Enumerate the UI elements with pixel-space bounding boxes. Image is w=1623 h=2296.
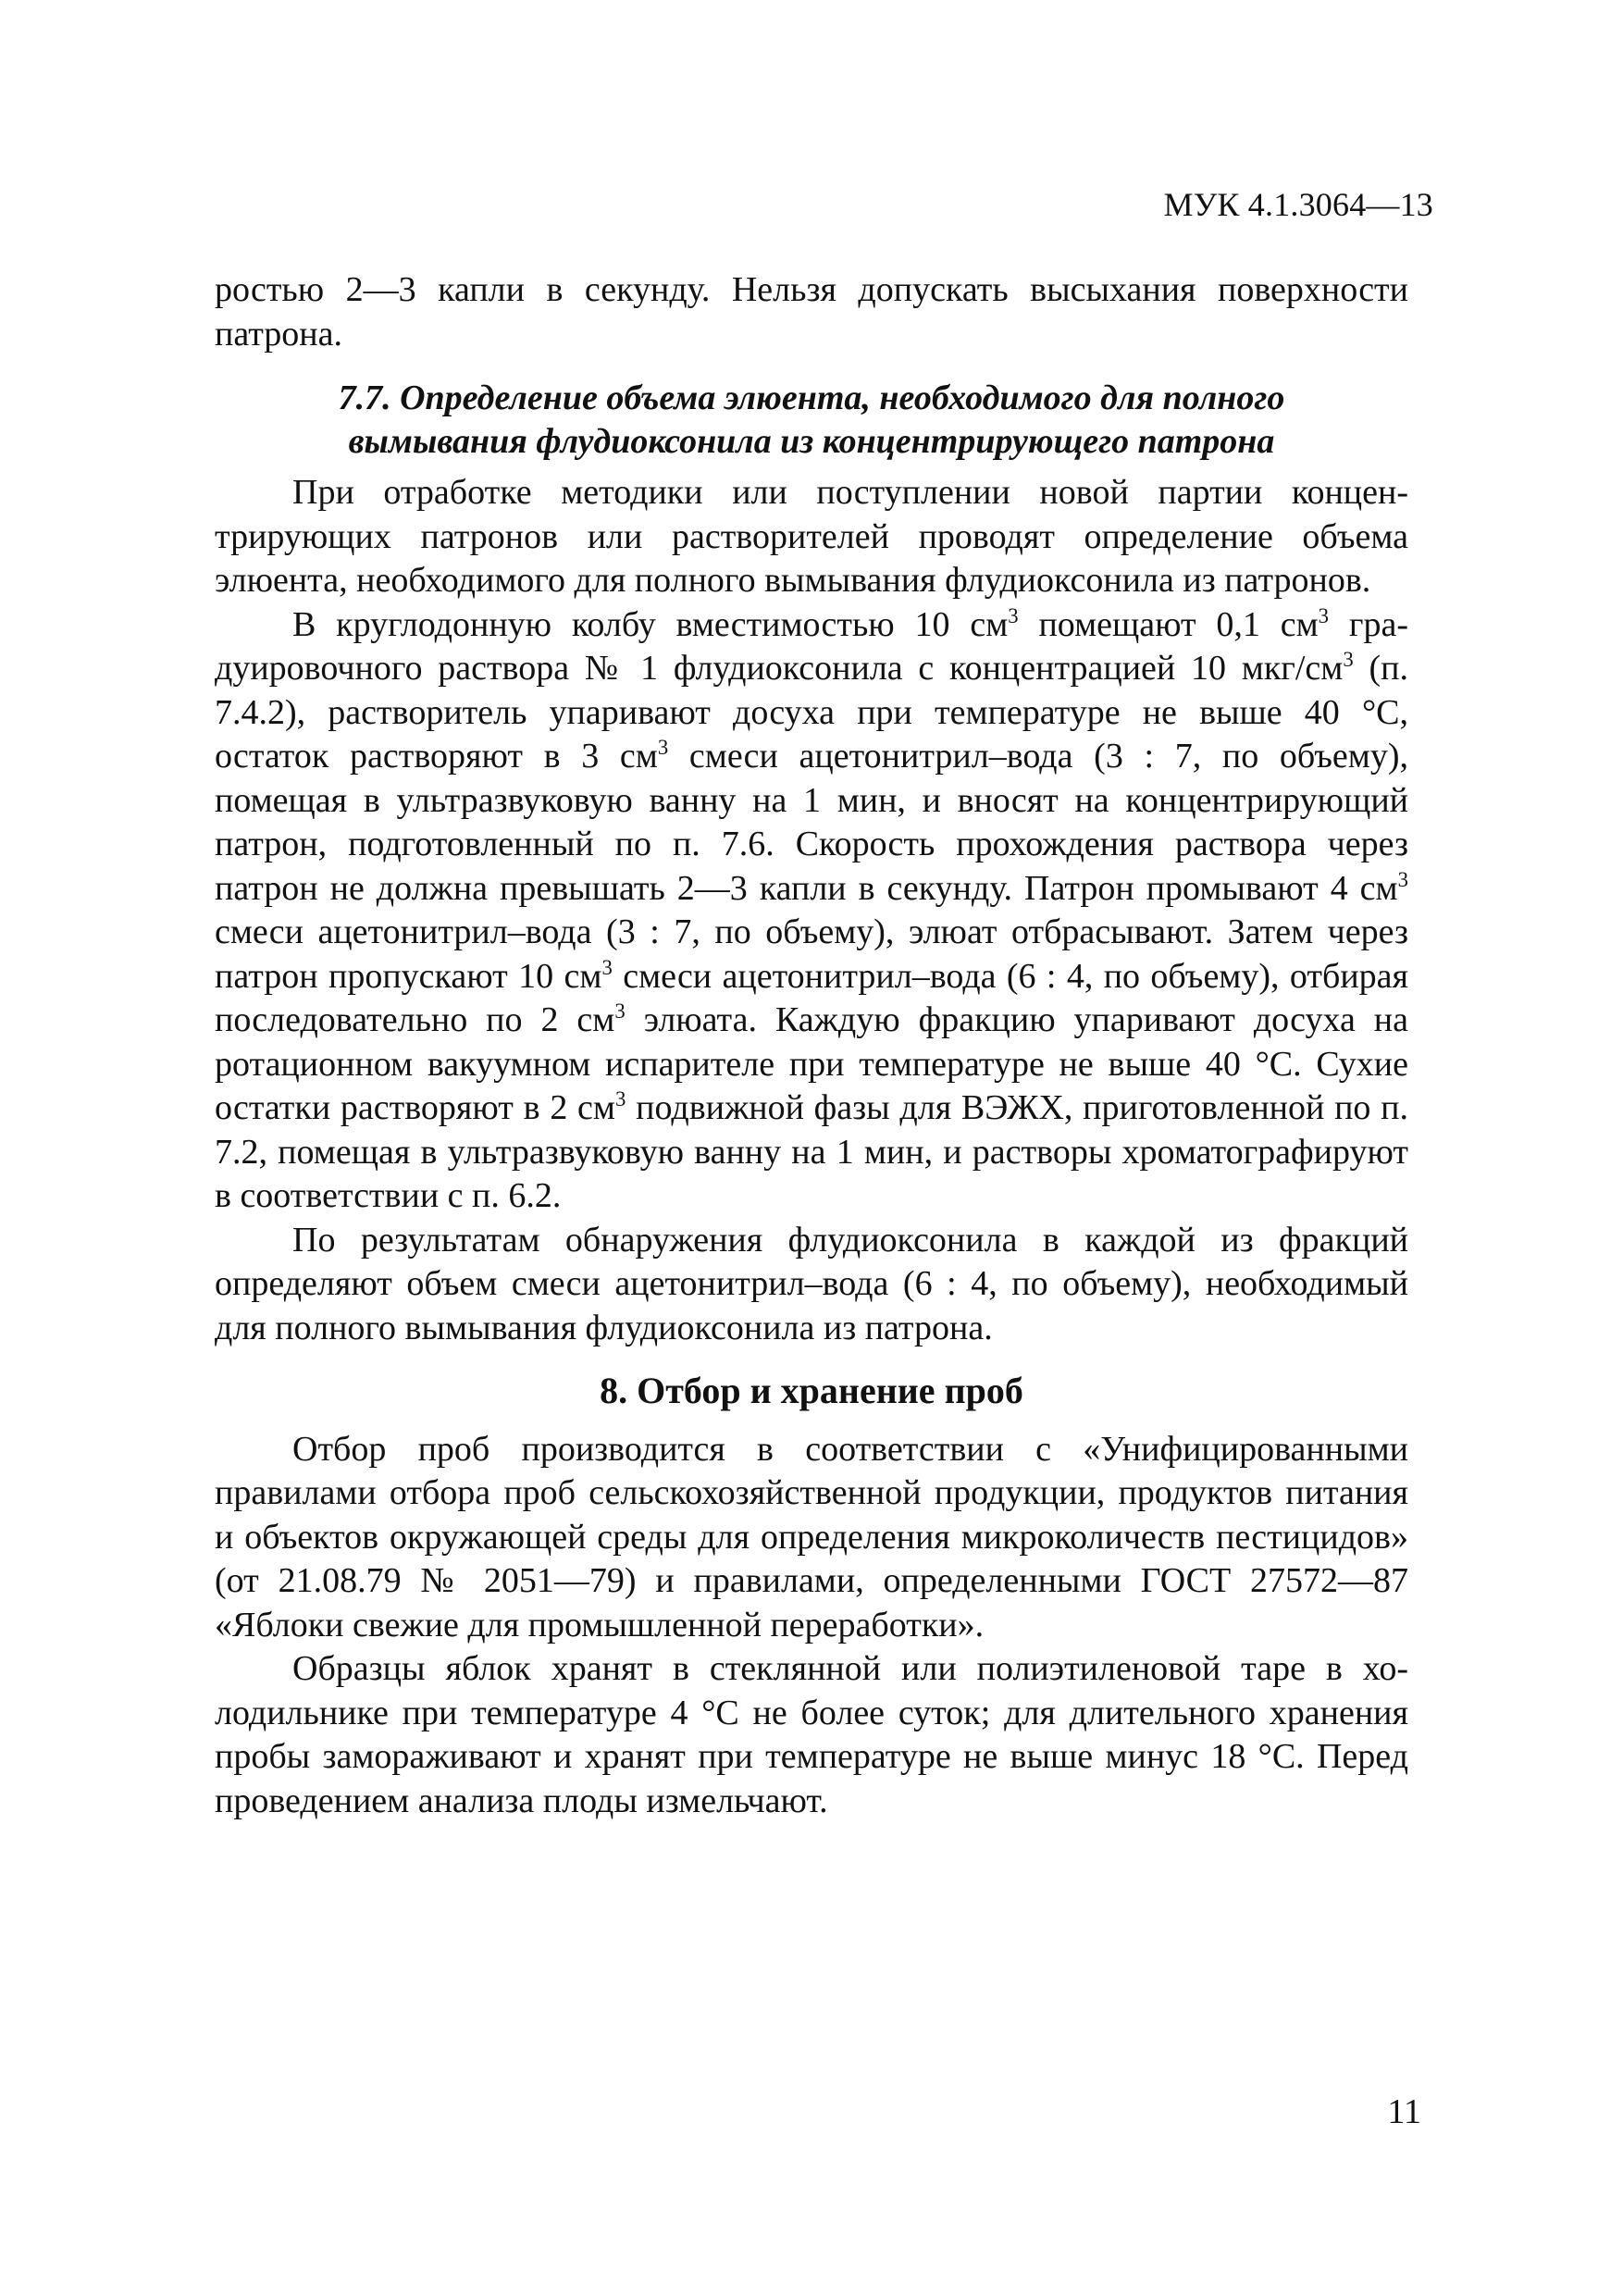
paragraph-7-7-results: По результатам обнаружения флудиоксонила в каждой из фракций определяют объем смеси ацетонитрил–вода (6 : 4, по объему), необходимый для полного вымывания флудиоксонила из патрона. [215, 1220, 1408, 1347]
page-number: 11 [1387, 2092, 1421, 2131]
superscript: 3 [1008, 603, 1019, 627]
superscript: 3 [1397, 867, 1408, 891]
page-content [215, 268, 1408, 1823]
section-7-7-heading-line-1: 7.7. Определение объема элюента, необходимого для полного [338, 379, 1285, 417]
paragraph-8-storage: Образцы яблок хранят в стеклянной или полиэтиленовой таре в холодильнике при температуре 4 °С не более суток; для длительного хранения пробы замораживают и хранят при температуре не выше минус 18 °С. Перед проведением анализа плоды измельчают. [215, 1649, 1408, 1820]
section-7-7-heading [215, 377, 1408, 464]
paragraph-7-7-procedure: В круглодонную колбу вместимостью 10 $см^3$ помещают 0,1 $см^3$ градуировочного раствора № 1 флудиоксонила с концентрацией 10 мкг/$см^3$ (п. 7.4.2), растворитель упаривают досуха при температуре не выше 40 °С, остаток растворяют в 3 $см^3$ смеси ацетонитрил–вода (3 : 7, по объему), помещая в ультразвуковую ванну на 1 мин, и вносят на концентрирующий патрон, подготовленный по п. 7.6. Скорость прохождения раствора через патрон не должна превышать 2—3 капли в секунду. Патрон промывают 4 $см^3$ смеси ацетонитрил–вода (3 : 7, по объему), элюат отбрасывают. Затем через патрон пропускают 10 $см^3$ смеси ацетонитрил–вода (6 : 4, по объему), отбирая последовательно по 2 $см^3$ элюата. Каждую фракцию упаривают досуха на ротационном вакуумном испарителе при температуре не выше 40 °С. Сухие остатки растворяют в 2 $см^3$ подвижной фазы для ВЭЖХ, приготовленной по п. 7.2, помещая в ультразвуковую ванну на 1 мин, и растворы хроматографируют в соответствии с п. 6.2. [215, 603, 1409, 1215]
section-8-heading: 8. Отбор и хранение проб [600, 1370, 1023, 1411]
superscript: 3 [614, 1086, 626, 1111]
continuation-paragraph: ростью 2—3 капли в секунду. Нельзя допускать высыхания поверхности патрона. [215, 270, 1408, 354]
superscript: 3 [1318, 603, 1330, 627]
section-7-7-heading-line-2: вымывания флудиоксонила из концентрирующего патрона [348, 422, 1275, 461]
superscript: 3 [614, 999, 626, 1023]
superscript: 3 [657, 735, 669, 759]
running-header: МУК 4.1.3064—13 [1163, 186, 1433, 223]
superscript: 3 [601, 955, 613, 979]
paragraph-7-7-intro: При отработке методики или поступлении новой партии концентрирующих патронов или растворителей проводят определение объема элюента, необходимого для полного вымывания флудиоксонила из патронов. [215, 473, 1408, 600]
superscript: 3 [1343, 647, 1354, 671]
paragraph-8-sampling: Отбор проб производится в соответствии с «Унифицированными правилами отбора проб сельскохозяйственной продукции, продуктов питания и объектов окружающей среды для определения микроколичеств пестицидов» (от 21.08.79 № 2051—79) и правилами, определенными ГОСТ 27572—87 «Яблоки свежие для промышленной переработки». [215, 1429, 1408, 1644]
